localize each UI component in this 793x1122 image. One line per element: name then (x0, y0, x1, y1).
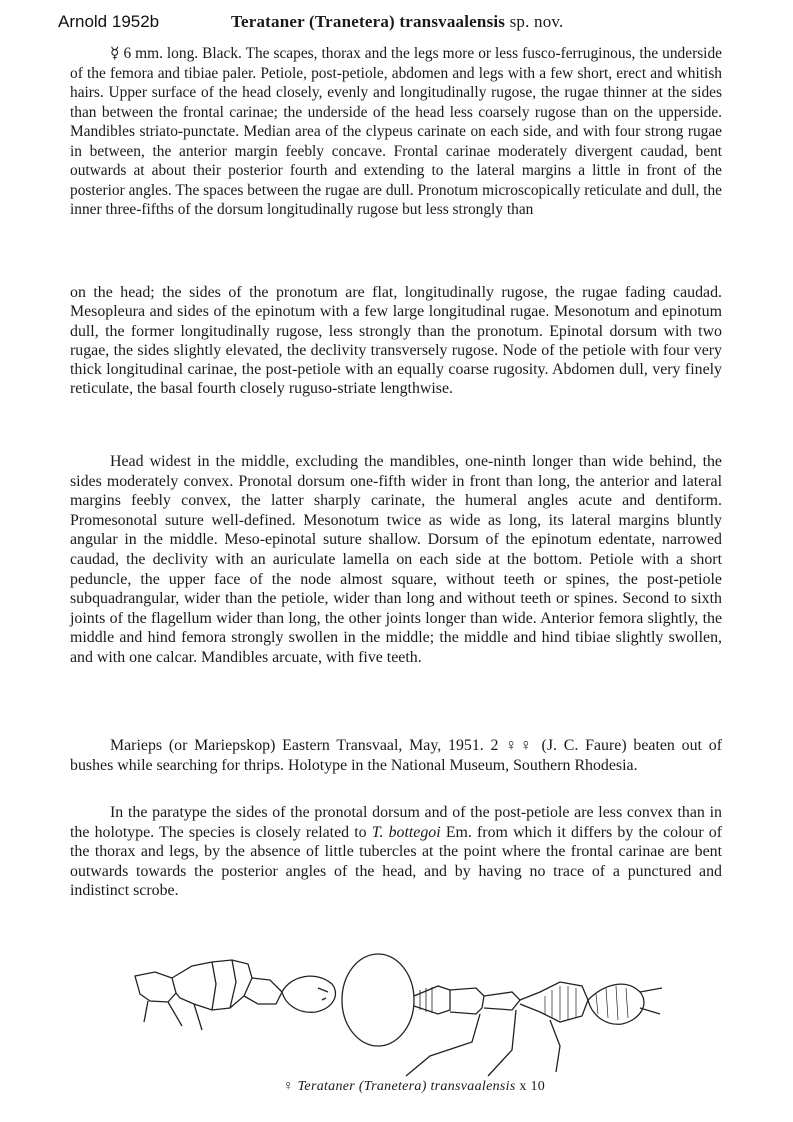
citation-label: Arnold 1952b (58, 12, 160, 31)
comparison-text-1: In the paratype the sides of the pronotal dorsum and of the post-petiole are less convex than in the holotype. The species is closely related to (70, 804, 722, 841)
species-title (231, 12, 563, 32)
comparison-paragraph (70, 803, 722, 901)
female-symbol: ♀ (283, 1079, 294, 1094)
ant-drawing (120, 938, 720, 1088)
description-paragraph-1: ☿ 6 mm. long. Black. The scapes, thorax and the legs more or less fusco-ferruginous, the underside of the femora and tibiae paler. Petiole, post-petiole, abdomen and legs with a few short, erect and whitish hairs. Upper surface of the head closely, evenly and longitudinally rugose, the rugae thinner at the sides than between the frontal carinae; the underside of the head less coarsely rugose than on the upperside. Mandibles striato-punctate. Median area of the clypeus carinate on each side, and with four strong rugae in between, the anterior margin feebly concave. Frontal carinae moderately divergent caudad, bent outwards at about their posterior fourth and extending to the lateral margins a little in front of the posterior angles. The spaces between the rugae are dull. Pronotum microscopically reticulate and dull, the inner three-fifths of the dorsum longitudinally rugose but less strongly than (70, 45, 722, 218)
locality-paragraph: Marieps (or Mariepskop) Eastern Transvaal, May, 1951. 2 ♀♀ (J. C. Faure) beaten out of bushes while searching for thrips. Holotype in the National Museum, Southern Rhodesia. (70, 737, 722, 774)
figure-caption (283, 1079, 545, 1095)
species-status: sp. nov. (509, 12, 564, 31)
ant-dorsal-view (342, 954, 662, 1076)
morphology-paragraph: Head widest in the middle, excluding the mandibles, one-ninth longer than wide behind, the sides moderately convex. Pronotal dorsum one-fifth wider in front than long, the anterior and lateral margins feebly convex, the latter sharply carinate, the humeral angles acute and dentiform. Promesonotal suture well-defined. Mesonotum twice as wide as long, its lateral margins bluntly angular in the middle. Meso-epinotal suture shallow. Dorsum of the epinotum edentate, narrowed caudad, the declivity with an auriculate lamella on each side at the bottom. Petiole with a short peduncle, the upper face of the node almost square, without teeth or spines, the post-petiole subquadrangular, wider than the petiole, wider than long and without teeth or spines. Second to sixth joints of the flagellum wider than long, the other joints longer than wide. Anterior femora slightly, the middle and hind femora strongly swollen in the middle; the middle and hind tibiae slightly swollen, and with one calcar. Mandibles arcuate, with five teeth. (70, 453, 722, 666)
comparison-species: T. bottegoi (371, 823, 441, 841)
ant-illustration (120, 938, 720, 1098)
caption-species: Terataner (Tranetera) transvaalensis (297, 1079, 516, 1094)
page-header (58, 12, 753, 36)
ant-lateral-view (135, 960, 335, 1030)
comparison-text-2: Em. from which it differs by the colour of the thorax and legs, by the absence of little tubercles at the point where the frontal carinae are bent outwards towards the posterior angles of the head, and by having no trace of a punctured and indistinct scrobe. (70, 823, 723, 900)
caption-magnification: x 10 (519, 1079, 546, 1094)
species-name: Terataner (Tranetera) transvaalensis (231, 12, 506, 31)
description-paragraph-2: on the head; the sides of the pronotum are flat, longitudinally rugose, the rugae fading caudad. Mesopleura and sides of the epinotum with a few large longitudinal rugae. Mesonotum and epinotum dull, the former longitudinally rugose, less strongly than the pronotum. Epinotal dorsum with two rugae, the sides slightly elevated, the declivity transversely rugose. Node of the petiole with four very thick longitudinal carinae, the post-petiole with an equally coarse rugosity. Abdomen dull, very finely reticulate, the basal fourth closely ruguso-striate lengthwise. (70, 284, 722, 398)
